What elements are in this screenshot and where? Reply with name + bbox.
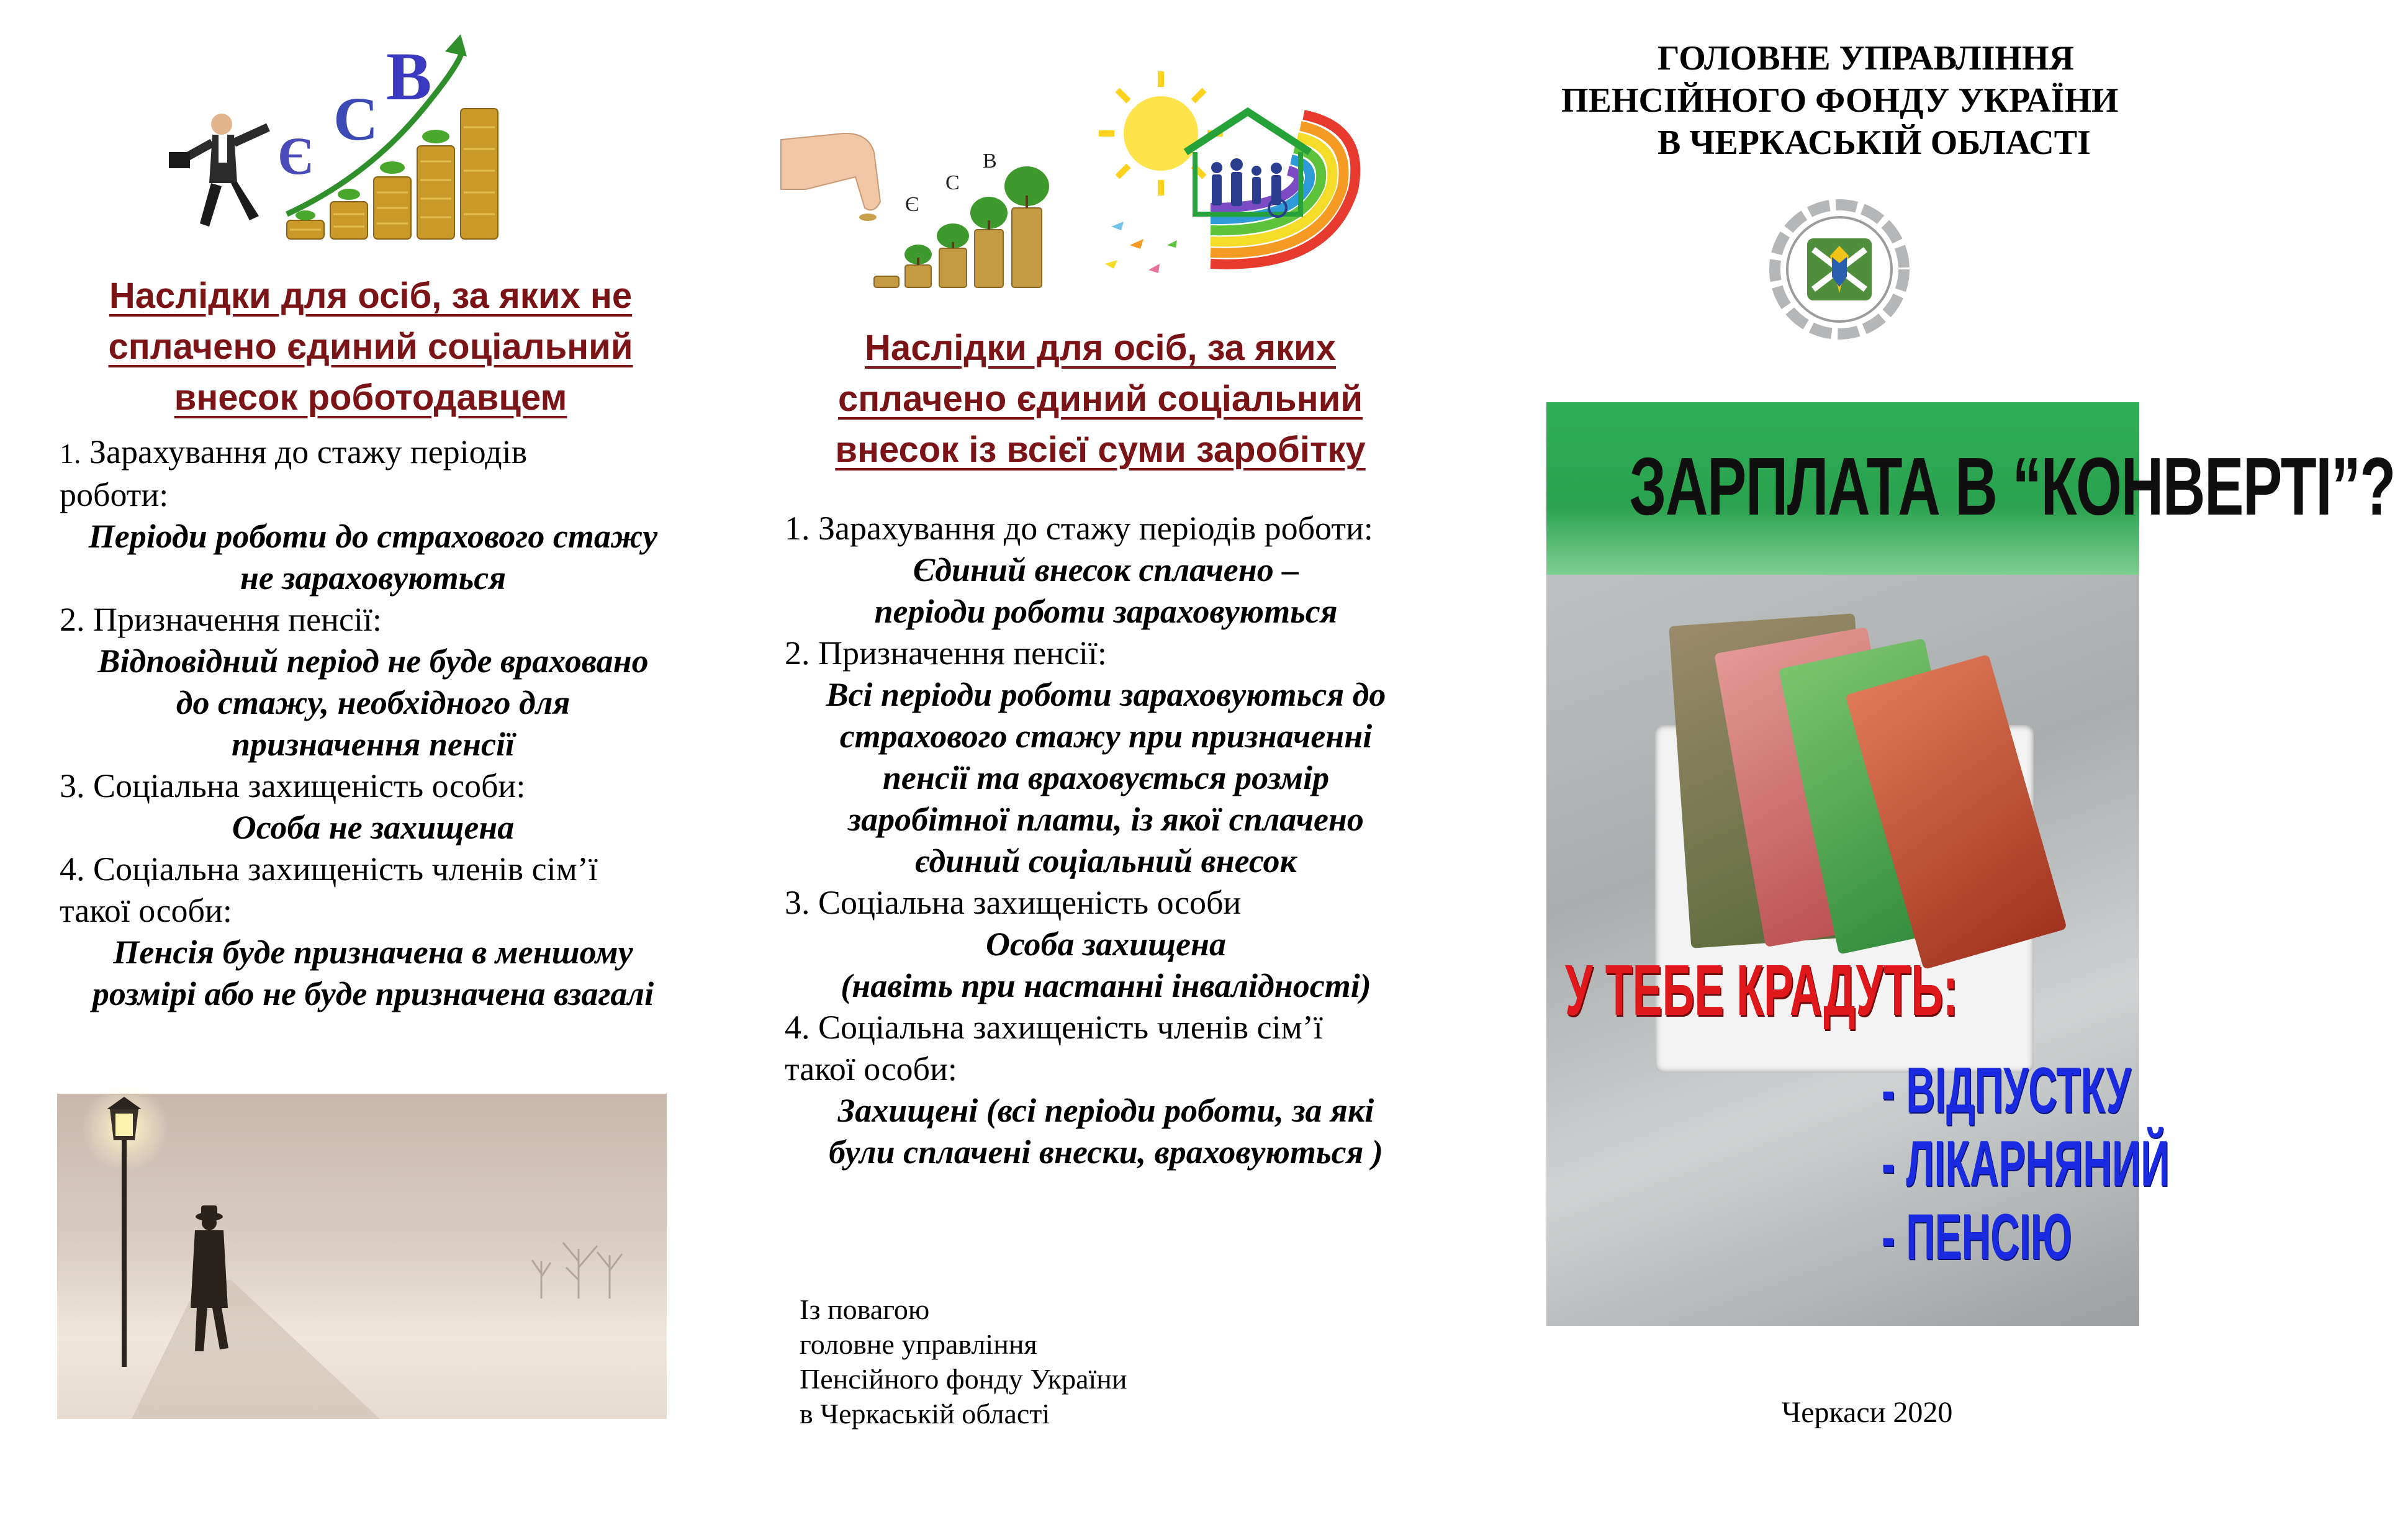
col1-heading-line: внесок роботодавцем bbox=[174, 377, 567, 418]
col2-item2-label: 2. Призначення пенсії: bbox=[785, 634, 1107, 672]
regards-block bbox=[800, 1292, 1234, 1431]
col1-item1-label-cont: роботи: bbox=[60, 476, 169, 513]
col1-item4-answer: розмірі або не буде призначена взагалі bbox=[92, 975, 654, 1012]
col2-item2-answer: страхового стажу при призначенні bbox=[839, 718, 1373, 755]
col2-item4-label-cont: такої особи: bbox=[785, 1050, 957, 1087]
col2-item1-label: 1. Зарахування до стажу періодів роботи: bbox=[785, 510, 1373, 547]
regards-line: Із повагою bbox=[800, 1294, 930, 1325]
money-stairs-picture bbox=[163, 34, 532, 248]
coins-plants-picture bbox=[781, 121, 1067, 301]
org-title-line: ПЕНСІЙНОГО ФОНДУ УКРАЇНИ bbox=[1561, 81, 2119, 120]
col2-item3-label: 3. Соціальна захищеність особи bbox=[785, 884, 1242, 921]
currency-letter-v: В bbox=[983, 150, 997, 173]
col2-item1-answer: Єдиний внесок сплачено – bbox=[913, 551, 1299, 588]
col2-item2-answer: Всі періоди роботи зараховуються до bbox=[826, 676, 1386, 713]
family-house-rainbow-picture bbox=[1068, 59, 1406, 307]
salary-envelope-poster bbox=[1546, 402, 2395, 1326]
poster-title: ЗАРПЛАТА В “КОНВЕРТІ”? bbox=[1629, 441, 2395, 532]
col2-item2-answer: заробітної плати, із якої сплачено bbox=[848, 801, 1364, 838]
col1-heading-line: Наслідки для осіб, за яких не bbox=[109, 276, 633, 316]
currency-letter-b: B bbox=[386, 38, 432, 114]
col1-item3-label: 3. Соціальна захищеність особи: bbox=[60, 767, 526, 804]
currency-letter-c: C bbox=[333, 84, 379, 153]
col1-item4-answer: Пенсія буде призначена в меншому bbox=[113, 934, 633, 971]
col1-item4-label-cont: такої особи: bbox=[60, 892, 232, 929]
col2-item1-answer: періоди роботи зараховуються bbox=[874, 593, 1338, 630]
poster-list bbox=[1882, 1054, 2170, 1274]
col1-item1-label bbox=[60, 431, 687, 474]
col1-item3-answer: Особа не захищена bbox=[232, 809, 515, 846]
col1-item2-answer: Відповідний період не буде враховано bbox=[97, 642, 649, 680]
col1-item2-label: 2. Призначення пенсії: bbox=[60, 601, 382, 638]
col2-heading bbox=[779, 323, 1422, 475]
org-title-line: ГОЛОВНЕ УПРАВЛІННЯ bbox=[1658, 39, 2074, 78]
poster-warning-text: У ТЕБЕ КРАДУТЬ: bbox=[1565, 950, 1958, 1030]
col1-item1-text: Зарахування до стажу періодів bbox=[81, 433, 528, 471]
city-year: Черкаси 2020 bbox=[1782, 1396, 1953, 1429]
col1-item1-answer: Періоди роботи до страхового стажу bbox=[88, 518, 658, 555]
col2-item4-answer: були сплачені внески, враховуються ) bbox=[829, 1133, 1383, 1171]
organization-title bbox=[1543, 37, 2157, 164]
col2-item2-answer: єдиний соціальний внесок bbox=[915, 842, 1297, 880]
col2-heading-line: Наслідки для осіб, за яких bbox=[865, 328, 1336, 368]
col1-item2-answer: призначення пенсії bbox=[232, 726, 515, 763]
poster-list-item: - ВІДПУСТКУ bbox=[1882, 1055, 2131, 1127]
col1-item1-answer: не зараховуються bbox=[240, 559, 507, 597]
pension-fund-emblem bbox=[1759, 200, 1920, 340]
col1-item1-number: 1. bbox=[60, 438, 81, 469]
col2-item3-answer: Особа захищена bbox=[985, 925, 1227, 963]
winter-lonely-man-picture bbox=[57, 1094, 667, 1419]
col1-heading bbox=[57, 271, 684, 423]
col1-heading-line: сплачено єдиний соціальний bbox=[108, 326, 633, 367]
poster-list-item: - ЛІКАРНЯНИЙ bbox=[1882, 1128, 2170, 1200]
col2-item2-answer: пенсії та враховується розмір bbox=[882, 759, 1330, 796]
currency-letter-euro: Є bbox=[277, 126, 314, 186]
col2-heading-line: внесок із всієї суми заробітку bbox=[835, 430, 1366, 470]
poster-list-item: - ПЕНСІЮ bbox=[1882, 1201, 2072, 1273]
col2-heading-line: сплачено єдиний соціальний bbox=[838, 379, 1363, 419]
col2-item4-answer: Захищені (всі періоди роботи, за які bbox=[837, 1092, 1374, 1129]
col1-item4-label: 4. Соціальна захищеність членів сім’ї bbox=[60, 850, 598, 888]
currency-letter-s: С bbox=[945, 171, 960, 194]
col2-item4-label: 4. Соціальна захищеність членів сім’ї bbox=[785, 1009, 1323, 1046]
col2-body bbox=[785, 508, 1427, 1173]
col1-body bbox=[60, 431, 687, 1015]
org-title-line: В ЧЕРКАСЬКІЙ ОБЛАСТІ bbox=[1658, 124, 2091, 162]
regards-line: Пенсійного фонду України bbox=[800, 1363, 1127, 1395]
col1-item2-answer: до стажу, необхідного для bbox=[176, 684, 571, 721]
regards-line: головне управління bbox=[800, 1328, 1037, 1360]
currency-letter-euro: Є bbox=[905, 193, 919, 216]
regards-line: в Черкаській області bbox=[800, 1398, 1050, 1430]
col2-item3-answer: (навіть при настанні інвалідності) bbox=[841, 967, 1371, 1004]
